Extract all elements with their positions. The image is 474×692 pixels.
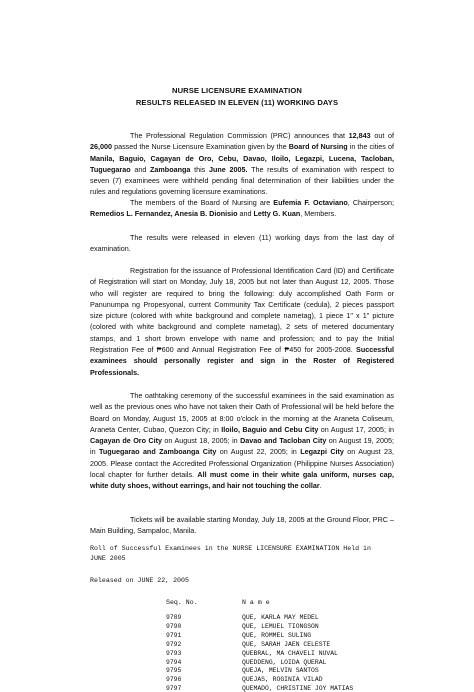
examinee-name: QUEDDENG, LOIDA QUERAL xyxy=(242,658,327,666)
roll-title: Roll of Successful Examinees in the NURSE LICENSURE EXAMINATION Held in JUNE 2005 xyxy=(90,545,371,562)
text-run: Letty G. Kuan xyxy=(253,209,301,219)
text-run: on August 19, 2005; in xyxy=(90,436,395,457)
examinee-name: QUEJAS, ROGINIA VILAD xyxy=(242,676,323,684)
text-run: on August 17, 2005; in xyxy=(318,424,394,434)
list-item xyxy=(166,685,353,692)
text-run: . xyxy=(319,481,322,491)
paragraph-registration xyxy=(90,265,394,378)
examinee-name: QUEJA, MELVIN SANTOS xyxy=(242,667,319,675)
seq-number: 9794 xyxy=(166,658,182,666)
text-run: on August 22, 2005; in xyxy=(216,447,301,457)
text-run: Eufemia F. Octaviano xyxy=(273,198,348,207)
paragraph-tickets xyxy=(90,514,394,537)
seq-number: 9790 xyxy=(166,622,182,630)
text-run: on August 18, 2005; in xyxy=(162,436,241,446)
text-run: Remedios L. Fernandez, Anesia B. Dionisio xyxy=(90,209,238,219)
paragraph-board-members xyxy=(90,197,394,220)
text-run: out of xyxy=(370,131,394,140)
seq-number: 9792 xyxy=(166,640,182,648)
list-item xyxy=(166,659,326,666)
text-run: Board of Nursing xyxy=(288,142,348,152)
text-run: on August 23, 2005. Please contact the Accredited Professional Organization (Philippine Nurses Association) local chapter for further details. xyxy=(90,447,394,480)
text-run: 26,000 xyxy=(90,142,112,152)
seq-number: 9797 xyxy=(166,685,182,692)
seq-number: 9791 xyxy=(166,631,182,639)
text-run: The Professional Regulation Commission (PRC) announces that xyxy=(130,131,349,140)
paragraph-results xyxy=(90,130,394,198)
examinee-name: QUE, KARLA MAY MEDEL xyxy=(242,614,319,621)
text-run: passed the Nurse Licensure Examination given by the xyxy=(111,142,289,152)
text-run: Iloilo, Baguio and Cebu City xyxy=(221,424,319,434)
seq-number: 9795 xyxy=(166,667,182,675)
examinee-name: QUE, LEMUEL TIONGSON xyxy=(242,622,319,630)
text-run: The oathtaking ceremony of the successful examinees in the said examination as well as the previous ones who have not taken their Oath of Professional will be held before the Board on Monday, August 15, 2005 at 8:00 o'clock in the morning at the Araneta Coliseum, Araneta Center, Cubao, Quezon City; in xyxy=(90,391,394,434)
text-run: Successful examinees should personally register and sign in the Roster of Registered Professionals. xyxy=(90,345,394,377)
text-run: The members of the Board of Nursing are xyxy=(130,198,274,207)
text-run: , Members. xyxy=(300,209,337,219)
list-item xyxy=(166,623,319,630)
released-date: Released on JUNE 22, 2005 xyxy=(90,577,189,584)
column-header-seq: Seq. No. xyxy=(166,599,198,606)
paragraph-release-time xyxy=(90,232,394,255)
text-run: All must come in their white gala uniform, nurses cap, white duty shoes, without earrings, and hair not touching the collar xyxy=(90,470,394,491)
text-run: Registration for the issuance of Professional Identification Card (ID) and Certificate of Registration will start on Monday, July 18, 2005 but not later than August 12, 2005. Those who will register are required to bring the following: duly accomplished Oath Form or Panunumpa ng Propesyonal, current Community Tax Certificate (cedula), 2 pieces passport size picture (colored with white background and complete nametag), 1 piece 1" x 1" picture (colored with white background and complete nametag), 2 sets of metered documentary stamps, and 1 short brown envelope with name and profession; and to pay the Initial Registration Fee of ₱600 and Annual Registration Fee of ₱450 for 2005-2008. xyxy=(90,266,394,355)
column-header-name: N a m e xyxy=(242,599,270,606)
text-run: and xyxy=(237,209,254,219)
text-run: in the cities of xyxy=(347,142,394,152)
text-run: this xyxy=(190,164,209,174)
text-run: The results of examination with respect to seven (7) examinees were withheld pending final determination of their liabilities under the rules and regulations governing licensure examinations. xyxy=(90,164,394,197)
paragraph-oathtaking xyxy=(90,390,394,492)
text-run: June 2005. xyxy=(209,164,248,174)
text-run: Tuguegarao and Zamboanga City xyxy=(98,447,217,457)
list-item xyxy=(166,650,338,657)
headline-line-1: NURSE LICENSURE EXAMINATION xyxy=(172,86,302,95)
text-run: Zamboanga xyxy=(150,164,191,174)
examinee-name: QUE, ROMMEL SULING xyxy=(242,631,312,639)
seq-number: 9793 xyxy=(166,649,182,657)
text-run: Tickets will be available starting Monday, July 18, 2005 at the Ground Floor, PRC – Main Building, Sampaloc, Manila. xyxy=(90,515,394,536)
list-item xyxy=(166,632,311,639)
examinee-name: QUEBRAL, MA CHAVELI NUVAL xyxy=(242,649,338,657)
list-item xyxy=(166,641,330,648)
text-run: The results were released in eleven (11) working days from the last day of examination. xyxy=(90,233,394,254)
seq-number: 9796 xyxy=(166,676,182,684)
list-item xyxy=(166,667,319,674)
list-item xyxy=(166,676,323,683)
text-run: and xyxy=(130,164,151,174)
list-item xyxy=(166,614,319,621)
seq-number: 9789 xyxy=(166,614,182,621)
text-run: Manila, Baguio, Cagayan de Oro, Cebu, Davao, Iloilo, Legazpi, Lucena, Tacloban, Tuguegarao xyxy=(90,153,394,174)
text-run: Legazpi City xyxy=(300,447,344,457)
headline-line-2: RESULTS RELEASED IN ELEVEN (11) WORKING DAYS xyxy=(135,98,339,107)
text-run: Cagayan de Oro City xyxy=(90,436,162,446)
text-run: , Chairperson; xyxy=(347,198,394,207)
examinee-name: QUE, SARAH JAEN CELESTE xyxy=(242,640,331,648)
text-run: Davao and Tacloban City xyxy=(240,436,327,446)
text-run: 12,843 xyxy=(348,131,371,140)
examinee-name: QUEMADO, CHRISTINE JOY MATIAS xyxy=(242,685,354,692)
